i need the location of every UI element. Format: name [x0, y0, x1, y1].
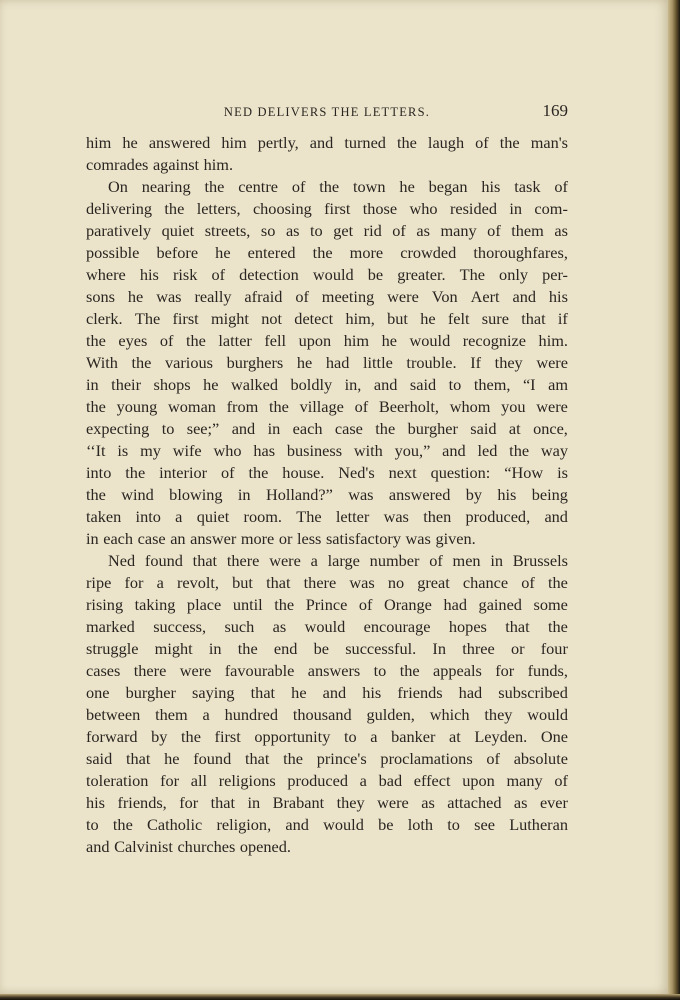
- text-line: in their shops he walked boldly in, and said to them, “I am: [86, 375, 568, 394]
- text-line: cases there were favourable answers to the appeals for funds,: [86, 661, 568, 680]
- text-line: between them a hundred thousand gulden, which they would: [86, 705, 568, 724]
- text-line: With the various burghers he had little trouble. If they were: [86, 353, 568, 372]
- text-line: clerk. The first might not detect him, but he felt sure that if: [86, 309, 568, 328]
- body-text: [86, 132, 568, 858]
- text-line: Ned found that there were a large number of men in Brussels: [108, 551, 568, 570]
- text-line: On nearing the centre of the town he began his task of: [108, 177, 568, 196]
- text-line: his friends, for that in Brabant they were as attached as ever: [86, 793, 568, 812]
- text-line: said that he found that the prince's proclamations of absolute: [86, 749, 568, 768]
- text-line: the young woman from the village of Beerholt, whom you were: [86, 397, 568, 416]
- running-head: NED DELIVERS THE LETTERS.: [223, 105, 431, 119]
- text-line: into the interior of the house. Ned's next question: “How is: [86, 463, 568, 482]
- text-line: forward by the first opportunity to a banker at Leyden. One: [86, 727, 568, 746]
- text-line: sons he was really afraid of meeting were Von Aert and his: [86, 287, 568, 306]
- text-line: possible before he entered the more crowded thoroughfares,: [86, 243, 568, 262]
- text-line: rising taking place until the Prince of Orange had gained some: [86, 595, 568, 614]
- page-header: [86, 101, 568, 125]
- text-line: in each case an answer more or less satisfactory was given.: [86, 529, 476, 548]
- text-line: ‘‘It is my wife who has business with you,” and led the way: [86, 441, 568, 460]
- page-edge-right: [668, 0, 680, 1000]
- text-line: the eyes of the latter fell upon him he would recognize him.: [86, 331, 568, 350]
- text-line: toleration for all religions produced a bad effect upon many of: [86, 771, 568, 790]
- page-number: 169: [542, 101, 568, 120]
- text-line: and Calvinist churches opened.: [86, 837, 291, 856]
- text-line: where his risk of detection would be greater. The only per-: [86, 265, 568, 284]
- text-line: expecting to see;” and in each case the burgher said at once,: [86, 419, 568, 438]
- text-line: marked success, such as would encourage hopes that the: [86, 617, 568, 636]
- text-line: the wind blowing in Holland?” was answered by his being: [86, 485, 568, 504]
- text-line: comrades against him.: [86, 155, 234, 174]
- text-line: to the Catholic religion, and would be loth to see Lutheran: [86, 815, 568, 834]
- text-line: ripe for a revolt, but that there was no great chance of the: [86, 573, 568, 592]
- text-line: taken into a quiet room. The letter was then produced, and: [86, 507, 568, 526]
- text-line: him he answered him pertly, and turned the laugh of the man's: [86, 133, 568, 152]
- text-line: struggle might in the end be successful. In three or four: [86, 639, 568, 658]
- text-line: one burgher saying that he and his friends had subscribed: [86, 683, 568, 702]
- text-line: paratively quiet streets, so as to get rid of as many of them as: [86, 221, 568, 240]
- page-edge-bottom: [0, 994, 680, 1000]
- text-line: delivering the letters, choosing first those who resided in com-: [86, 199, 568, 218]
